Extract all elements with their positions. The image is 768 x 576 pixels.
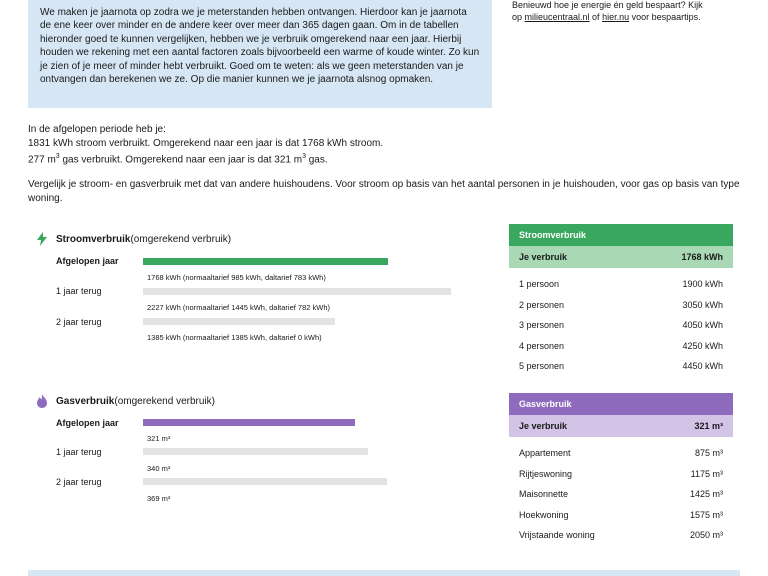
gas-section-title <box>36 394 215 408</box>
stroom-title-bold: Stroomverbruik <box>56 233 131 245</box>
row-value: 4250 kWh <box>682 340 723 351</box>
table-row <box>509 525 733 546</box>
period-gas-sup-2: 3 <box>302 153 306 160</box>
stroom-your-value: 1768 kWh <box>681 252 723 262</box>
stroom-comparison-table <box>509 224 733 377</box>
hier-nu-link[interactable]: hier.nu <box>602 11 630 22</box>
flame-icon <box>36 394 48 408</box>
row-value: 875 m³ <box>694 448 723 459</box>
gas-bar-2-jaar <box>143 478 387 485</box>
info-box <box>28 0 492 108</box>
stroom-your-label: Je verbruik <box>519 252 568 262</box>
row-label: 5 personen <box>519 361 565 372</box>
table-row <box>509 315 733 336</box>
tip-line-1: Benieuwd hoe je energie én geld bespaart? Kijk <box>512 0 703 10</box>
gas-note-0: 321 m³ <box>147 434 171 443</box>
gas-table-header: Gasverbruik <box>509 393 733 415</box>
gas-note-2: 369 m³ <box>147 494 171 503</box>
period-gas-part-b: gas verbruikt. Omgerekend naar een jaar is dat 321 m <box>59 154 303 166</box>
table-row <box>509 336 733 357</box>
row-value: 3050 kWh <box>682 299 723 310</box>
milieucentraal-link[interactable]: milieucentraal.nl <box>524 11 590 22</box>
stroom-bar-1-jaar <box>143 288 451 295</box>
stroom-table-header: Stroomverbruik <box>509 224 733 246</box>
table-row <box>509 295 733 316</box>
row-label: Rijtjeswoning <box>519 468 573 479</box>
row-value: 1175 m³ <box>690 468 723 479</box>
table-row <box>509 505 733 526</box>
compare-paragraph <box>28 178 748 205</box>
stroom-note-2: 1385 kWh (normaaltarief 1385 kWh, daltarief 0 kWh) <box>147 333 322 342</box>
info-box-text: We maken je jaarnota op zodra we je meterstanden hebben ontvangen. Hierdoor kan je jaarnota de ene keer over minder en de andere keer over meer dan 365 dagen gaan. Om in de tabellen hieronder goed te kunnen vergelijken, hebben we je verbruik omgerekend naar een jaar. Hierbij houden we rekening met een aantal factoren zoals bijvoorbeeld een warme of koude winter. Zo kun je zien of je meer of minder hebt verbruikt. Goed om te weten: als we geen meterstanden van je ontvangen dan berekenen we ze. Op die manier kunnen we je jaarnota alsnog opmaken. <box>40 7 480 86</box>
period-stroom-line: 1831 kWh stroom verbruikt. Omgerekend naar een jaar is dat 1768 kWh stroom. <box>28 137 384 149</box>
stroom-bar-2-jaar <box>143 318 335 325</box>
row-value: 1425 m³ <box>689 489 723 500</box>
row-value: 2050 m³ <box>689 530 723 541</box>
row-label: 2 personen <box>519 299 565 310</box>
tip-middle: of <box>589 11 603 22</box>
row-label: Appartement <box>519 448 571 459</box>
gas-bar-1-jaar <box>143 448 368 455</box>
table-row <box>509 356 733 377</box>
gas-comparison-table <box>509 393 733 546</box>
tip-suffix: voor bespaartips. <box>629 11 701 22</box>
period-gas-sup-1: 3 <box>55 153 60 160</box>
tip-line-2 <box>512 12 752 24</box>
stroom-row-label-2: 2 jaar terug <box>56 317 102 327</box>
row-value: 1900 kWh <box>682 279 723 290</box>
stroom-title-rest: (omgerekend verbruik) <box>130 233 232 245</box>
period-intro: In de afgelopen periode heb je: <box>28 124 166 135</box>
gas-your-label: Je verbruik <box>519 421 568 431</box>
table-row <box>509 484 733 505</box>
gas-table-your-row <box>509 415 733 437</box>
row-label: Hoekwoning <box>519 509 569 520</box>
stroom-note-0: 1768 kWh (normaaltarief 985 kWh, daltarief 783 kWh) <box>147 273 326 282</box>
bottom-band <box>28 570 740 576</box>
row-label: 3 personen <box>519 320 565 331</box>
gas-your-value: 321 m³ <box>694 421 723 431</box>
row-label: 4 personen <box>519 340 565 351</box>
gas-bar-current <box>143 419 355 426</box>
stroom-row-label-1: 1 jaar terug <box>56 286 102 296</box>
gas-title-rest: (omgerekend verbruik) <box>114 395 215 407</box>
gas-row-label-1: 1 jaar terug <box>56 447 102 457</box>
stroom-note-1: 2227 kWh (normaaltarief 1445 kWh, daltarief 782 kWh) <box>147 303 330 312</box>
bespaartips-note <box>512 0 752 23</box>
gas-title-bold: Gasverbruik <box>56 395 115 407</box>
row-label: Vrijstaande woning <box>519 530 595 541</box>
table-row <box>509 443 733 464</box>
lightning-icon <box>36 232 48 246</box>
row-value: 4050 kWh <box>682 320 723 331</box>
gas-row-label-0: Afgelopen jaar <box>56 418 119 428</box>
period-gas-part-a: 277 m <box>28 154 56 166</box>
gas-note-1: 340 m³ <box>147 464 171 473</box>
table-row <box>509 274 733 295</box>
gas-row-label-2: 2 jaar terug <box>56 477 102 487</box>
stroom-section-title <box>36 232 231 246</box>
stroom-row-label-0: Afgelopen jaar <box>56 256 119 266</box>
row-value: 4450 kWh <box>682 361 723 372</box>
stroom-bar-current <box>143 258 388 265</box>
table-row <box>509 464 733 485</box>
row-label: 1 persoon <box>519 279 560 290</box>
compare-text: Vergelijk je stroom- en gasverbruik met dat van andere huishoudens. Voor stroom op basis van het aantal personen in je huishouden, voor gas op basis van type woning. <box>28 179 740 204</box>
tip-prefix: op <box>512 11 525 22</box>
period-gas-part-c: gas. <box>305 154 328 166</box>
period-summary <box>28 123 748 167</box>
stroom-table-your-row <box>509 246 733 268</box>
row-value: 1575 m³ <box>689 509 723 520</box>
row-label: Maisonnette <box>519 489 569 500</box>
period-gas-line <box>28 150 748 167</box>
